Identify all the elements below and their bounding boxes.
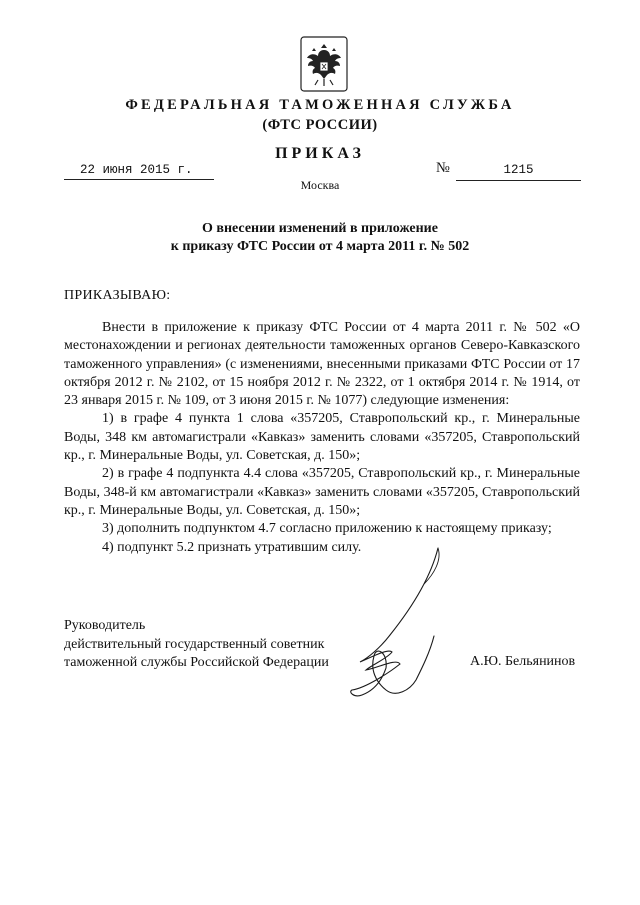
issue-city: Москва — [300, 178, 340, 192]
order-date: 22 июня 2015 г. — [64, 163, 214, 180]
subject-line-1: О внесении изменений в приложение — [202, 221, 438, 236]
body-paragraph: 2) в графе 4 подпункта 4.4 слова «357205, Ставропольский кр., г. Минеральные Воды, 348-й км автомагистрали «Кавказ» заменить словами «357205, Ставропольский кр., г. Минеральные Воды, ул. Советская, д. 150»; — [64, 466, 580, 518]
signer-name: А.Ю. Бельянинов — [470, 654, 576, 669]
coat-of-arms-icon — [300, 36, 348, 92]
document-type: ПРИКАЗ — [275, 145, 365, 162]
signer-title-line: Руководитель — [64, 618, 146, 633]
signer-title-line: действительный государственный советник — [64, 636, 325, 652]
subject-line-2: к приказу ФТС России от 4 марта 2011 г. № 502 — [170, 239, 470, 254]
order-directive: ПРИКАЗЫВАЮ: — [64, 288, 171, 303]
body-paragraph: 1) в графе 4 пункта 1 слова «357205, Ставропольский кр., г. Минеральные Воды, 348 км автомагистрали «Кавказ» заменить словами «357205, Ставропольский кр., г. Минеральные Воды, ул. Советская, д. 150»; — [64, 411, 580, 464]
body-paragraph: Внести в приложение к приказу ФТС России от 4 марта 2011 г. № 502 «О местонахождении и регионах деятельности таможенных органов Северо-Кавказского таможенного управления» (с изменениями, внесенными приказами ФТС России от 17 октября 2012 г. № 2102, от 15 ноября 2012 г. № 2322, от 1 октября 2014 г. № 1914, от 23 января 2015 г. № 109, от 3 июня 2015 г. № 1077) следующие изменения: — [64, 320, 580, 409]
body-paragraph: 3) дополнить подпунктом 4.7 согласно приложению к настоящему приказу; — [102, 521, 552, 537]
order-number: 1215 — [456, 163, 581, 181]
body-paragraph: 4) подпункт 5.2 признать утратившим силу. — [102, 539, 362, 555]
signer-title-line: таможенной службы Российской Федерации — [64, 655, 329, 670]
agency-abbreviation: (ФТС РОССИИ) — [262, 117, 378, 133]
number-sign: № — [436, 160, 450, 176]
signer-title — [64, 617, 329, 673]
order-body — [64, 319, 580, 557]
agency-name: ФЕДЕРАЛЬНАЯ ТАМОЖЕННАЯ СЛУЖБА — [125, 97, 515, 113]
handwritten-signature — [330, 540, 500, 710]
